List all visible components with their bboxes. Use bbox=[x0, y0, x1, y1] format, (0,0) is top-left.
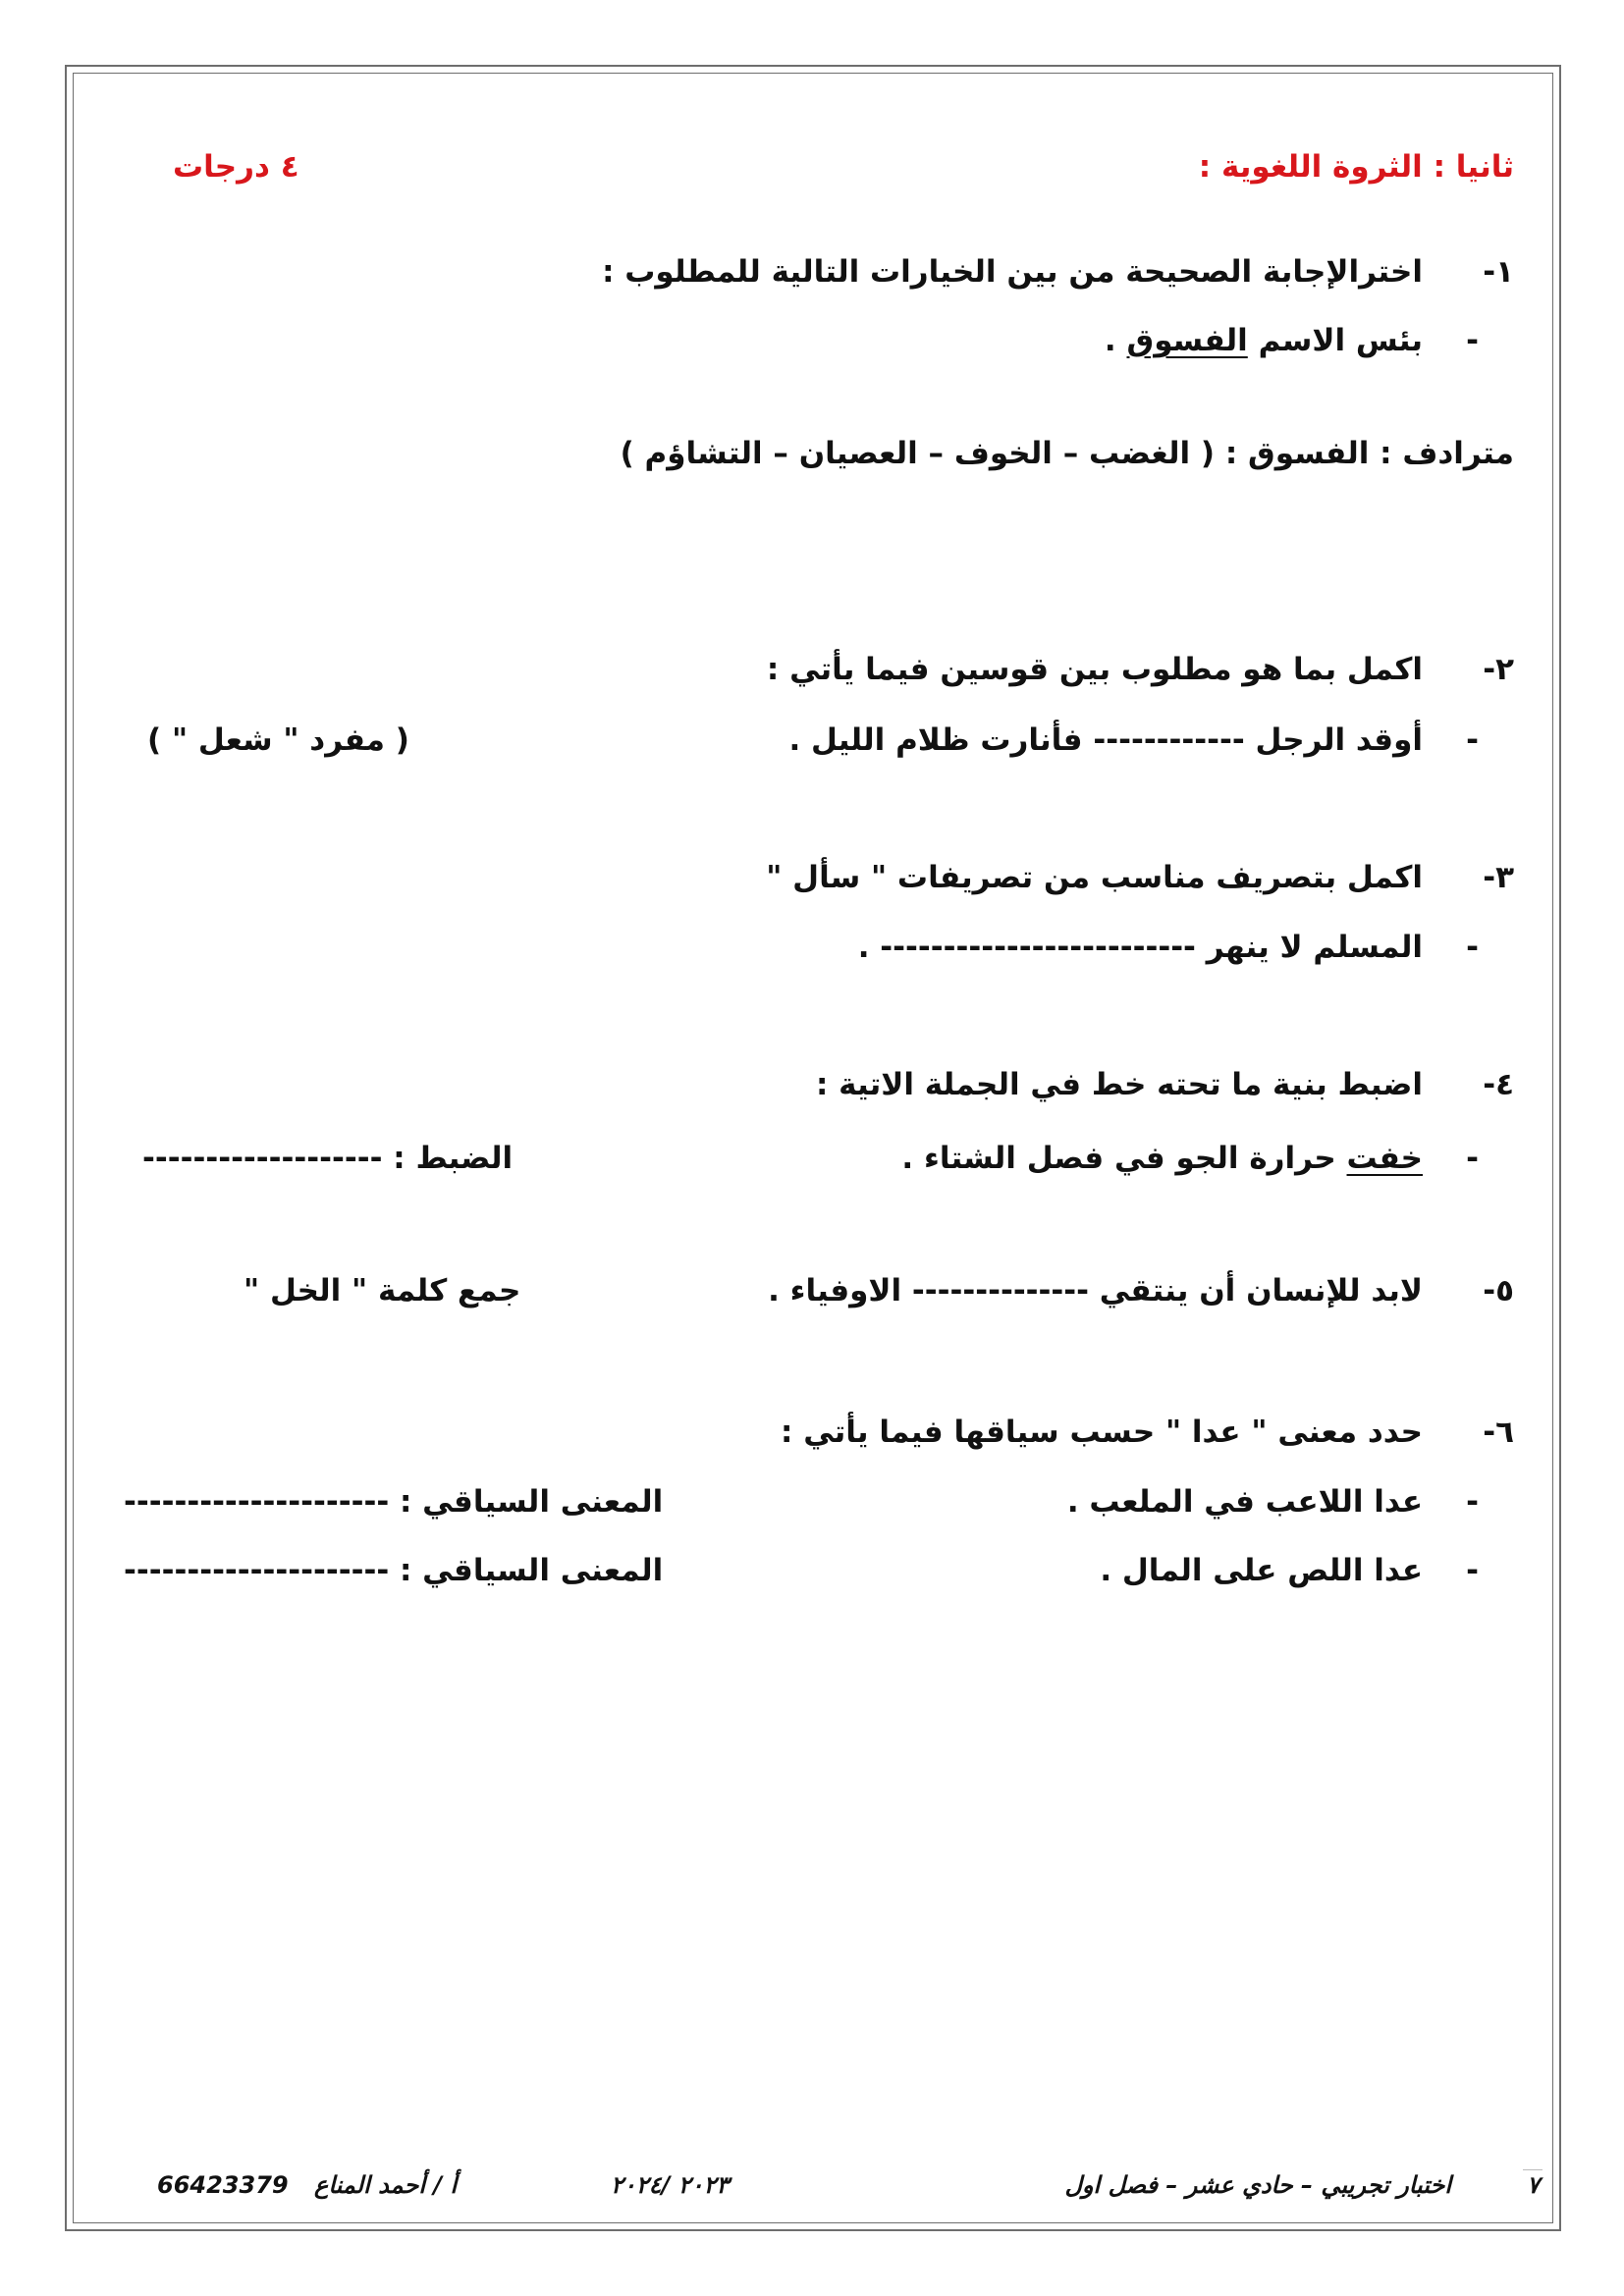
section-title: ثانيا : الثروة اللغوية : bbox=[1198, 149, 1514, 185]
q4-sentence: خفت حرارة الجو في فصل الشتاء . bbox=[901, 1141, 1423, 1176]
q2-hint: ( مفرد " شعل " ) bbox=[147, 722, 409, 758]
q6-item-1-answer: المعنى السياقي : --------------------- bbox=[124, 1484, 664, 1520]
q3-number: ٣- bbox=[1483, 860, 1514, 895]
q4-underlined-word: خفت bbox=[1346, 1141, 1423, 1176]
q5-hint: جمع كلمة " الخل " bbox=[244, 1273, 521, 1308]
q6-item-2-dash: - bbox=[1466, 1553, 1479, 1588]
q3-dash: - bbox=[1466, 930, 1479, 965]
footer-mark bbox=[1523, 2169, 1543, 2170]
q1-sentence: بئس الاسم الفسوق . bbox=[1104, 323, 1423, 358]
footer-page-number: ٧ bbox=[1527, 2171, 1540, 2199]
q6-item-1-sentence: عدا اللاعب في الملعب . bbox=[1066, 1484, 1423, 1520]
q2-dash: - bbox=[1466, 722, 1479, 758]
q4-prompt: اضبط بنية ما تحته خط في الجملة الاتية : bbox=[815, 1067, 1423, 1102]
q5-number: ٥- bbox=[1483, 1273, 1514, 1308]
q1-synonym-choices: مترادف : الفسوق : ( الغضب – الخوف – العصيان – التشاؤم ) bbox=[620, 436, 1514, 471]
q4-number: ٤- bbox=[1483, 1067, 1514, 1102]
q1-underlined-word: الفسوق bbox=[1126, 323, 1248, 358]
q5-sentence: لابد للإنسان أن ينتقي -------------- الاوفياء . bbox=[768, 1273, 1423, 1308]
q1-prompt: اخترالإجابة الصحيحة من بين الخيارات التالية للمطلوب : bbox=[602, 254, 1423, 290]
q6-item-2-answer: المعنى السياقي : --------------------- bbox=[124, 1553, 664, 1588]
q6-item-2-sentence: عدا اللص على المال . bbox=[1100, 1553, 1423, 1588]
footer-exam-title: اختبار تجريبي – حادي عشر – فصل اول bbox=[1064, 2171, 1451, 2199]
q1-number: ١- bbox=[1483, 254, 1514, 290]
q3-sentence: المسلم لا ينهر ------------------------- . bbox=[857, 930, 1423, 965]
footer-teacher: أ / أحمد المناع bbox=[314, 2171, 458, 2199]
footer-phone: 66423379 bbox=[157, 2171, 289, 2199]
q6-number: ٦- bbox=[1483, 1415, 1514, 1450]
q2-sentence: أوقد الرجل ------------ فأنارت ظلام الليل . bbox=[788, 722, 1423, 758]
q1-dash: - bbox=[1466, 323, 1479, 358]
footer-year: ٢٠٢٣ /٢٠٢٤ bbox=[611, 2171, 730, 2199]
q6-prompt: حدد معنى " عدا " حسب سياقها فيما يأتي : bbox=[781, 1415, 1423, 1450]
q2-prompt: اكمل بما هو مطلوب بين قوسين فيما يأتي : bbox=[766, 652, 1423, 687]
section-grade: ٤ درجات bbox=[173, 149, 299, 185]
q4-dash: - bbox=[1466, 1141, 1479, 1176]
q6-item-1-dash: - bbox=[1466, 1484, 1479, 1520]
q3-prompt: اكمل بتصريف مناسب من تصريفات " سأل " bbox=[766, 860, 1423, 895]
q2-number: ٢- bbox=[1483, 652, 1514, 687]
q4-answer-line: الضبط : ------------------- bbox=[142, 1141, 514, 1176]
